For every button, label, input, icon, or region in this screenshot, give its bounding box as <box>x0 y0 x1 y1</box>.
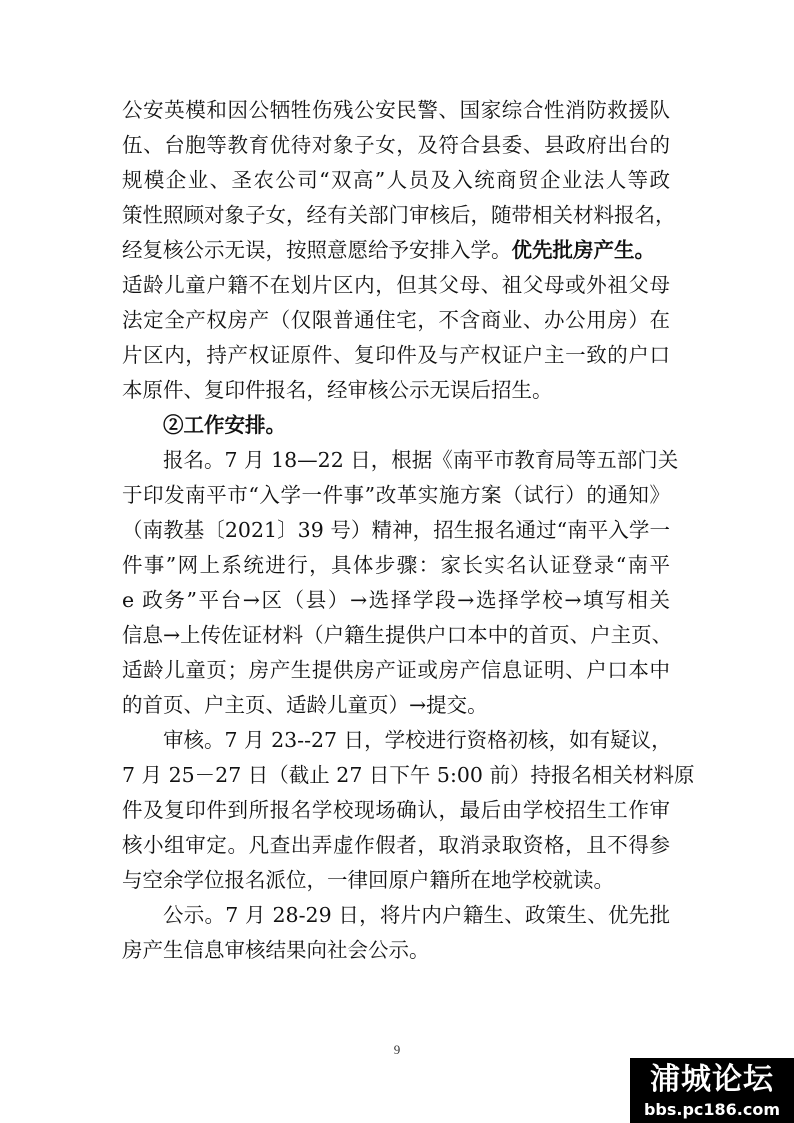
paragraph-line: 核小组审定。凡查出弄虚作假者，取消录取资格，且不得参 <box>122 833 670 857</box>
section-heading-work-arrangement: ②工作安排。 <box>163 413 286 437</box>
paragraph-line: 审核。7 月 23--27 日，学校进行资格初核，如有疑议， <box>163 728 672 752</box>
paragraph-line: 片区内，持产权证原件、复印件及与产权证户主一致的户口 <box>122 343 670 367</box>
paragraph-line <box>122 235 670 265</box>
paragraph-line: 规模企业、圣农公司“双高”人员及入统商贸企业法人等政 <box>122 168 670 192</box>
paragraph-line: 伍、台胞等教育优待对象子女，及符合县委、县政府出台的 <box>122 133 670 157</box>
paragraph-line: 信息→上传佐证材料（户籍生提供户口本中的首页、户主页、 <box>122 623 673 647</box>
paragraph-line: 房产生信息审核结果向社会公示。 <box>122 938 430 962</box>
site-watermark <box>630 1058 794 1123</box>
paragraph-line: e 政务”平台→区（县）→选择学段→选择学校→填写相关 <box>122 588 670 612</box>
paragraph-line: 适龄儿童户籍不在划片区内，但其父母、祖父母或外祖父母 <box>122 273 670 297</box>
paragraph-line: 报名。7 月 18—22 日，根据《南平市教育局等五部门关 <box>163 448 679 472</box>
paragraph-line: 策性照顾对象子女，经有关部门审核后，随带相关材料报名， <box>122 203 676 227</box>
paragraph-line: 公示。7 月 28-29 日，将片内户籍生、政策生、优先批 <box>163 903 670 927</box>
paragraph-line: 件事”网上系统进行，具体步骤：家长实名认证登录“南平 <box>122 553 670 577</box>
paragraph-line: 公安英模和因公牺牲伤残公安民警、国家综合性消防救援队 <box>122 98 670 122</box>
paragraph-line: 法定全产权房产（仅限普通住宅，不含商业、办公用房）在 <box>122 308 670 332</box>
watermark-title: 浦城论坛 <box>650 1062 774 1097</box>
paragraph-line: 本原件、复印件报名，经审核公示无误后招生。 <box>122 378 553 402</box>
paragraph-line: （南教基〔2021〕39 号）精神，招生报名通过“南平入学一 <box>122 518 670 542</box>
page-number: 9 <box>393 1042 401 1057</box>
paragraph-line: 的首页、户主页、适龄儿童页）→提交。 <box>122 693 488 717</box>
paragraph-line: 件及复印件到所报名学校现场确认，最后由学校招生工作审 <box>122 798 670 822</box>
paragraph-text: 经复核公示无误，按照意愿给予安排入学。 <box>122 238 512 262</box>
paragraph-line: 与空余学位报名派位，一律回原户籍所在地学校就读。 <box>122 868 614 892</box>
watermark-url: bbs.pc186.com <box>643 1100 781 1119</box>
paragraph-line: 7 月 25－27 日（截止 27 日下午 5:00 前）持报名相关材料原 <box>122 763 695 787</box>
paragraph-line: 适龄儿童页；房产生提供房产证或房产信息证明、户口本中 <box>122 658 670 682</box>
section-heading-priority-housing: 优先批房产生。 <box>511 238 655 262</box>
paragraph-line: 于印发南平市“入学一件事”改革实施方案（试行）的通知》 <box>122 483 670 507</box>
